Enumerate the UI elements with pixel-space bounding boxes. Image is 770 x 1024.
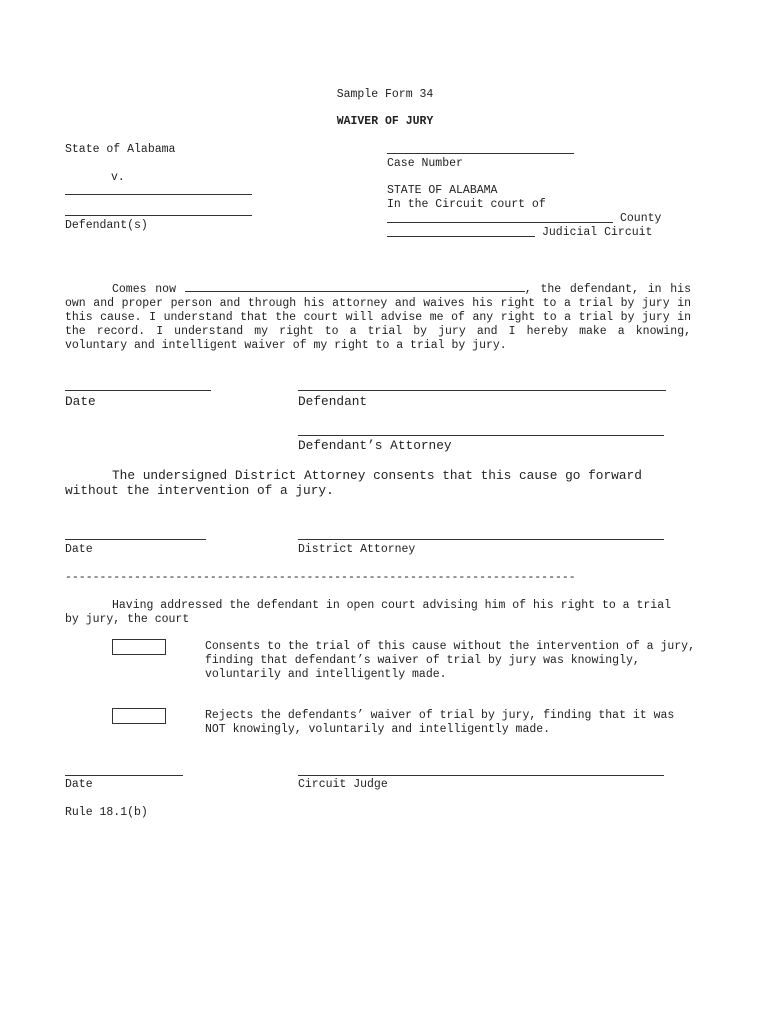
county-line[interactable] bbox=[387, 222, 613, 223]
attorney-signature-line[interactable] bbox=[298, 435, 664, 436]
defendant-name-blank[interactable] bbox=[185, 281, 525, 292]
case-number-label: Case Number bbox=[387, 157, 463, 170]
state-caps-label: STATE OF ALABAMA bbox=[387, 184, 498, 197]
case-number-line[interactable] bbox=[387, 153, 574, 154]
court-intro bbox=[65, 599, 691, 627]
da-date-label: Date bbox=[65, 543, 93, 556]
judge-signature-line[interactable] bbox=[298, 775, 664, 776]
defendant-signature-line[interactable] bbox=[298, 390, 666, 391]
plaintiff-line bbox=[65, 194, 252, 195]
county-label: County bbox=[620, 212, 662, 225]
consent-paragraph bbox=[65, 468, 645, 498]
waiver-paragraph bbox=[65, 281, 691, 353]
consent-text: The undersigned District Attorney consents that this cause go forward without the intervention of a jury. bbox=[65, 468, 642, 498]
rejects-checkbox[interactable] bbox=[112, 708, 166, 724]
court-intro-text: Having addressed the defendant in open court advising him of his right to a trial by jury, the court bbox=[65, 599, 671, 626]
judicial-circuit-label: Judicial Circuit bbox=[542, 226, 653, 239]
district-attorney-label: District Attorney bbox=[298, 543, 416, 556]
form-number: Sample Form 34 bbox=[336, 88, 434, 101]
judge-date-line[interactable] bbox=[65, 775, 183, 776]
date-label: Date bbox=[65, 394, 96, 409]
rejects-option-text: Rejects the defendants’ waiver of trial by jury, finding that it was NOT knowingly, voluntarily and intelligently made. bbox=[205, 709, 675, 736]
circuit-court-label: In the Circuit court of bbox=[387, 198, 546, 211]
dashed-divider: -------------------------------------------------------------------------- bbox=[65, 571, 576, 584]
date-signature-line[interactable] bbox=[65, 390, 211, 391]
consents-checkbox[interactable] bbox=[112, 639, 166, 655]
judge-date-label: Date bbox=[65, 778, 93, 791]
state-label: State of Alabama bbox=[65, 143, 176, 156]
attorney-label: Defendant’s Attorney bbox=[298, 438, 452, 453]
defendant-label: Defendant bbox=[298, 394, 368, 409]
da-signature-line[interactable] bbox=[298, 539, 664, 540]
page-title: WAIVER OF JURY bbox=[336, 115, 434, 128]
da-date-line[interactable] bbox=[65, 539, 206, 540]
consents-option-text: Consents to the trial of this cause without the intervention of a jury, finding that defendant’s waiver of trial by jury was knowingly, voluntarily and intelligently made. bbox=[205, 640, 695, 681]
judicial-circuit-line[interactable] bbox=[387, 236, 535, 237]
defendants-label: Defendant(s) bbox=[65, 219, 148, 232]
waiver-text: , the defendant, in his own and proper person and through his attorney and waives his right to a trial by jury in this cause. I understand that the court will advise me of any right to a trial by jury in the record. I understand my right to a trial by jury and I hereby make a knowing, voluntary and intelligent waiver of my right to a trial by jury. bbox=[65, 283, 691, 352]
defendant-name-line[interactable] bbox=[65, 215, 252, 216]
waiver-lead: Comes now bbox=[112, 283, 176, 296]
rule-reference: Rule 18.1(b) bbox=[65, 806, 148, 819]
versus-label: v. bbox=[111, 171, 125, 184]
circuit-judge-label: Circuit Judge bbox=[298, 778, 388, 791]
